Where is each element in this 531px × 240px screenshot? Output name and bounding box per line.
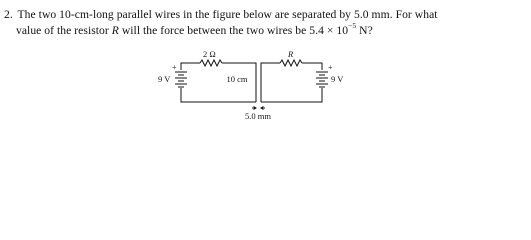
problem-text	[4, 7, 526, 38]
right-resistor	[280, 60, 302, 66]
right-battery-voltage: 9 V	[331, 74, 344, 84]
resistor-variable: R	[111, 23, 119, 37]
left-battery-plus: +	[172, 63, 177, 72]
left-circuit-bottom-wire	[181, 88, 256, 102]
right-long-wire	[261, 63, 280, 102]
right-circuit-bottom-wire	[261, 88, 322, 102]
right-battery	[316, 72, 328, 87]
exponent: −5	[348, 20, 357, 30]
problem-line-2	[4, 20, 526, 39]
right-battery-plus: +	[328, 63, 333, 72]
wire-length-label: 10 cm	[226, 74, 248, 84]
left-long-wire-top	[222, 63, 256, 102]
right-circuit-top-wire	[302, 63, 322, 70]
separation-arrows	[252, 107, 265, 110]
left-battery-voltage: 9 V	[158, 74, 171, 84]
left-battery	[175, 72, 187, 87]
separation-label: 5.0 mm	[245, 111, 271, 121]
problem-line-2-text-c: N?	[356, 23, 373, 37]
left-resistor	[200, 60, 222, 66]
right-resistor-label: R	[288, 49, 294, 59]
left-resistor-label: 2 Ω	[203, 49, 216, 59]
problem-line-2-text-b: will the force between the two wires be 5.4 × 10	[118, 23, 349, 37]
problem-line-1-text: The two 10-cm-long parallel wires in the figure below are separated by 5.0 mm. For what	[17, 8, 438, 21]
problem-number: 2.	[4, 8, 13, 21]
left-circuit-top-wire	[181, 63, 200, 70]
problem-line-1	[4, 7, 526, 23]
problem-line-2-text-a: value of the resistor	[16, 23, 112, 37]
